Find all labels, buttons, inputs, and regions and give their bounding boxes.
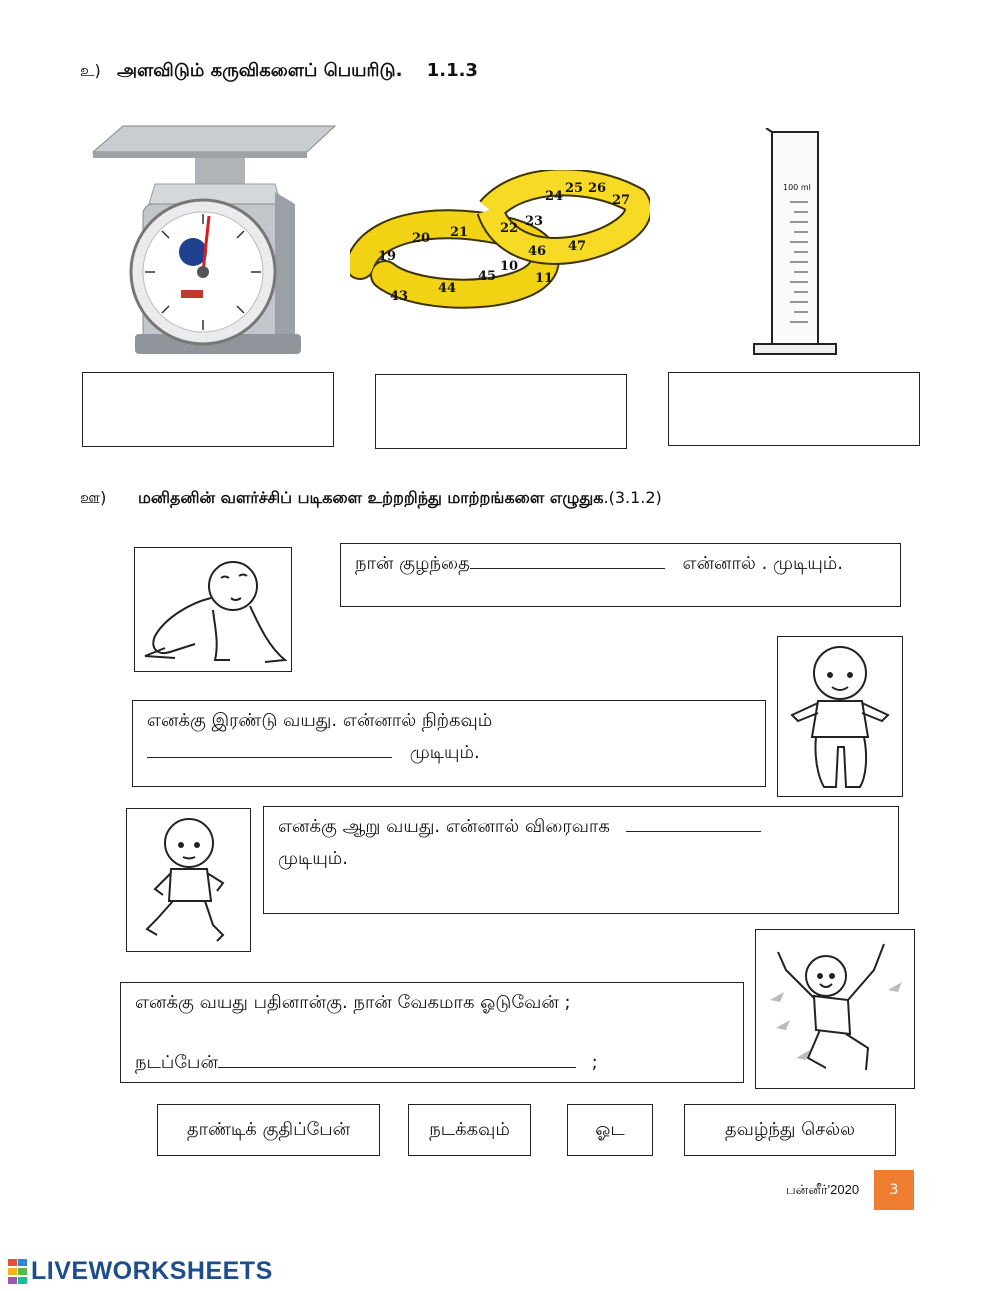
section-uu-code: .(3.1.2) [603, 488, 662, 507]
svg-text:20: 20 [412, 231, 431, 246]
sentence-box-3 [263, 806, 899, 914]
answer-box-measuring-tape[interactable] [375, 374, 627, 449]
logo-text: LIVEWORKSHEETS [31, 1257, 273, 1285]
svg-text:22: 22 [500, 221, 519, 236]
sentence-3-part-a: எனக்கு ஆறு வயது. என்னால் விரைவாக [278, 816, 610, 837]
svg-text:25: 25 [565, 181, 584, 196]
section-u-heading [80, 60, 478, 83]
svg-text:23: 23 [525, 214, 544, 229]
sentence-box-2 [132, 700, 766, 787]
svg-text:45: 45 [478, 269, 497, 284]
sentence-4-part-c: ; [591, 1052, 598, 1073]
section-uu-heading [80, 488, 662, 509]
option-run[interactable]: ஓட [567, 1104, 653, 1156]
blank-2[interactable] [147, 739, 392, 758]
svg-text:10: 10 [500, 259, 519, 274]
weighing-scale-image [85, 112, 340, 367]
footer-author: பன்னீர்'2020 [786, 1182, 860, 1197]
section-u-number: உ) [80, 61, 101, 80]
svg-text:19: 19 [378, 249, 397, 264]
page-number-badge: 3 [874, 1170, 914, 1210]
standing-toddler-image [777, 636, 903, 797]
cylinder-label: 100 ml [783, 183, 811, 192]
crawling-baby-image [134, 547, 292, 672]
measuring-cylinder-image [750, 128, 840, 360]
svg-text:27: 27 [612, 193, 631, 208]
sentence-2-part-b: முடியும். [409, 742, 480, 763]
measuring-tape-image [350, 170, 650, 310]
sentence-3-part-b: முடியும். [278, 848, 348, 869]
svg-text:43: 43 [390, 289, 409, 304]
answer-box-weighing-scale[interactable] [82, 372, 334, 447]
svg-text:24: 24 [545, 189, 564, 204]
sentence-box-1 [340, 543, 901, 607]
sentence-1-part-b: என்னால் . முடியும். [682, 553, 843, 574]
blank-1[interactable] [470, 550, 665, 569]
svg-text:11: 11 [535, 271, 554, 286]
liveworksheets-logo[interactable] [8, 1257, 273, 1286]
blank-4[interactable] [218, 1049, 576, 1068]
jumping-boy-image [755, 929, 915, 1089]
sentence-box-4 [120, 982, 744, 1083]
answer-box-measuring-cylinder[interactable] [668, 372, 920, 446]
section-u-title: அளவிடும் கருவிகளைப் பெயரிடு. [117, 60, 403, 81]
running-boy-image [126, 808, 251, 952]
section-u-code: 1.1.3 [426, 60, 478, 81]
svg-text:47: 47 [568, 239, 587, 254]
svg-text:44: 44 [438, 281, 457, 296]
section-uu-title: மனிதனின் வளர்ச்சிப் படிகளை உற்றறிந்து மாற்றங்களை எழுதுக [137, 488, 604, 507]
sentence-2-part-a: எனக்கு இரண்டு வயது. என்னால் நிற்கவும் [147, 710, 493, 731]
svg-text:21: 21 [450, 225, 469, 240]
option-walk[interactable]: நடக்கவும் [408, 1104, 531, 1156]
section-uu-number: ஊ) [80, 488, 107, 507]
sentence-4-part-b: நடப்பேன் [135, 1052, 218, 1073]
logo-blocks-icon [8, 1259, 28, 1285]
svg-text:46: 46 [528, 244, 547, 259]
svg-text:26: 26 [588, 181, 607, 196]
sentence-4-part-a: எனக்கு வயது பதினான்கு. நான் வேகமாக ஓடுவேன் ; [135, 992, 571, 1013]
blank-3[interactable] [626, 813, 761, 832]
option-jump[interactable]: தாண்டிக் குதிப்பேன் [157, 1104, 380, 1156]
option-crawl[interactable]: தவழ்ந்து செல்ல [684, 1104, 896, 1156]
sentence-1-part-a: நான் குழந்தை [355, 553, 470, 574]
